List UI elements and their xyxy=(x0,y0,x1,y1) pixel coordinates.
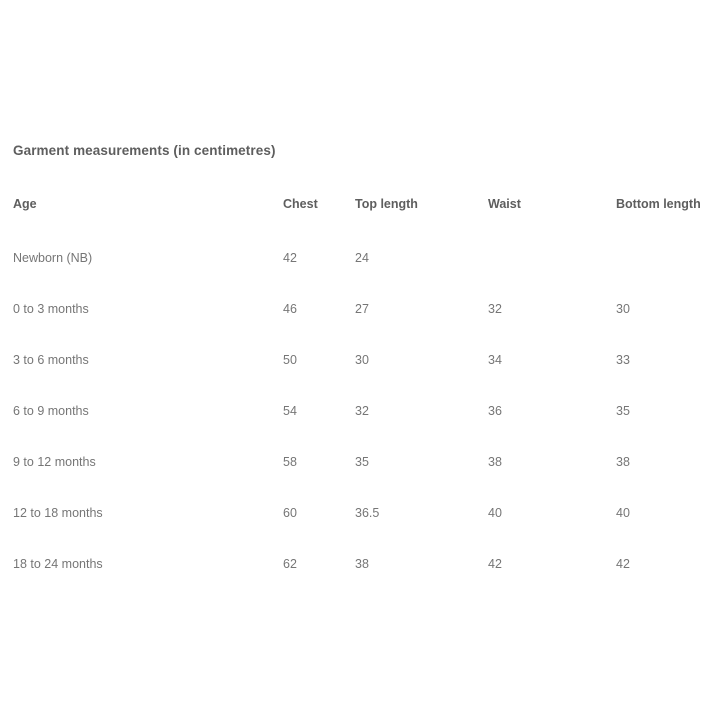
cell-age: 18 to 24 months xyxy=(13,557,103,571)
cell-waist: 36 xyxy=(488,404,502,418)
cell-age: 3 to 6 months xyxy=(13,353,89,367)
page-title: Garment measurements (in centimetres) xyxy=(13,143,276,158)
cell-age: 0 to 3 months xyxy=(13,302,89,316)
cell-age: 9 to 12 months xyxy=(13,455,96,469)
cell-bottom-length xyxy=(616,233,707,284)
cell-bottom-length: 35 xyxy=(616,404,630,418)
cell-age: 12 to 18 months xyxy=(13,506,103,520)
cell-top-length: 35 xyxy=(355,455,369,469)
cell-top-length: 27 xyxy=(355,302,369,316)
cell-chest: 50 xyxy=(283,353,297,367)
cell-bottom-length: 42 xyxy=(616,557,630,571)
column-header-chest: Chest xyxy=(283,197,318,211)
table-row xyxy=(13,386,707,437)
cell-bottom-length: 40 xyxy=(616,506,630,520)
cell-top-length: 24 xyxy=(355,251,369,265)
cell-top-length: 36.5 xyxy=(355,506,380,520)
cell-bottom-length: 38 xyxy=(616,455,630,469)
column-header-bottom-length: Bottom length xyxy=(616,197,701,211)
table-row xyxy=(13,488,707,539)
cell-waist: 38 xyxy=(488,455,502,469)
cell-bottom-length: 30 xyxy=(616,302,630,316)
cell-age: 6 to 9 months xyxy=(13,404,89,418)
cell-chest: 60 xyxy=(283,506,297,520)
cell-age: Newborn (NB) xyxy=(13,251,93,265)
cell-top-length: 38 xyxy=(355,557,369,571)
cell-chest: 62 xyxy=(283,557,297,571)
table-row xyxy=(13,539,707,590)
garment-measurements-table xyxy=(13,186,707,590)
column-header-waist: Waist xyxy=(488,197,521,211)
cell-top-length: 32 xyxy=(355,404,369,418)
cell-waist: 40 xyxy=(488,506,502,520)
table-row xyxy=(13,233,707,284)
cell-chest: 58 xyxy=(283,455,297,469)
column-header-top-length: Top length xyxy=(355,197,418,211)
table-header-row xyxy=(13,186,707,233)
cell-bottom-length: 33 xyxy=(616,353,630,367)
table-row xyxy=(13,437,707,488)
cell-top-length: 30 xyxy=(355,353,369,367)
cell-waist: 42 xyxy=(488,557,502,571)
cell-waist: 32 xyxy=(488,302,502,316)
cell-waist: 34 xyxy=(488,353,502,367)
cell-chest: 46 xyxy=(283,302,297,316)
table-row xyxy=(13,335,707,386)
table-row xyxy=(13,284,707,335)
cell-waist xyxy=(488,233,616,284)
cell-chest: 54 xyxy=(283,404,297,418)
column-header-age: Age xyxy=(13,197,37,211)
cell-chest: 42 xyxy=(283,251,297,265)
